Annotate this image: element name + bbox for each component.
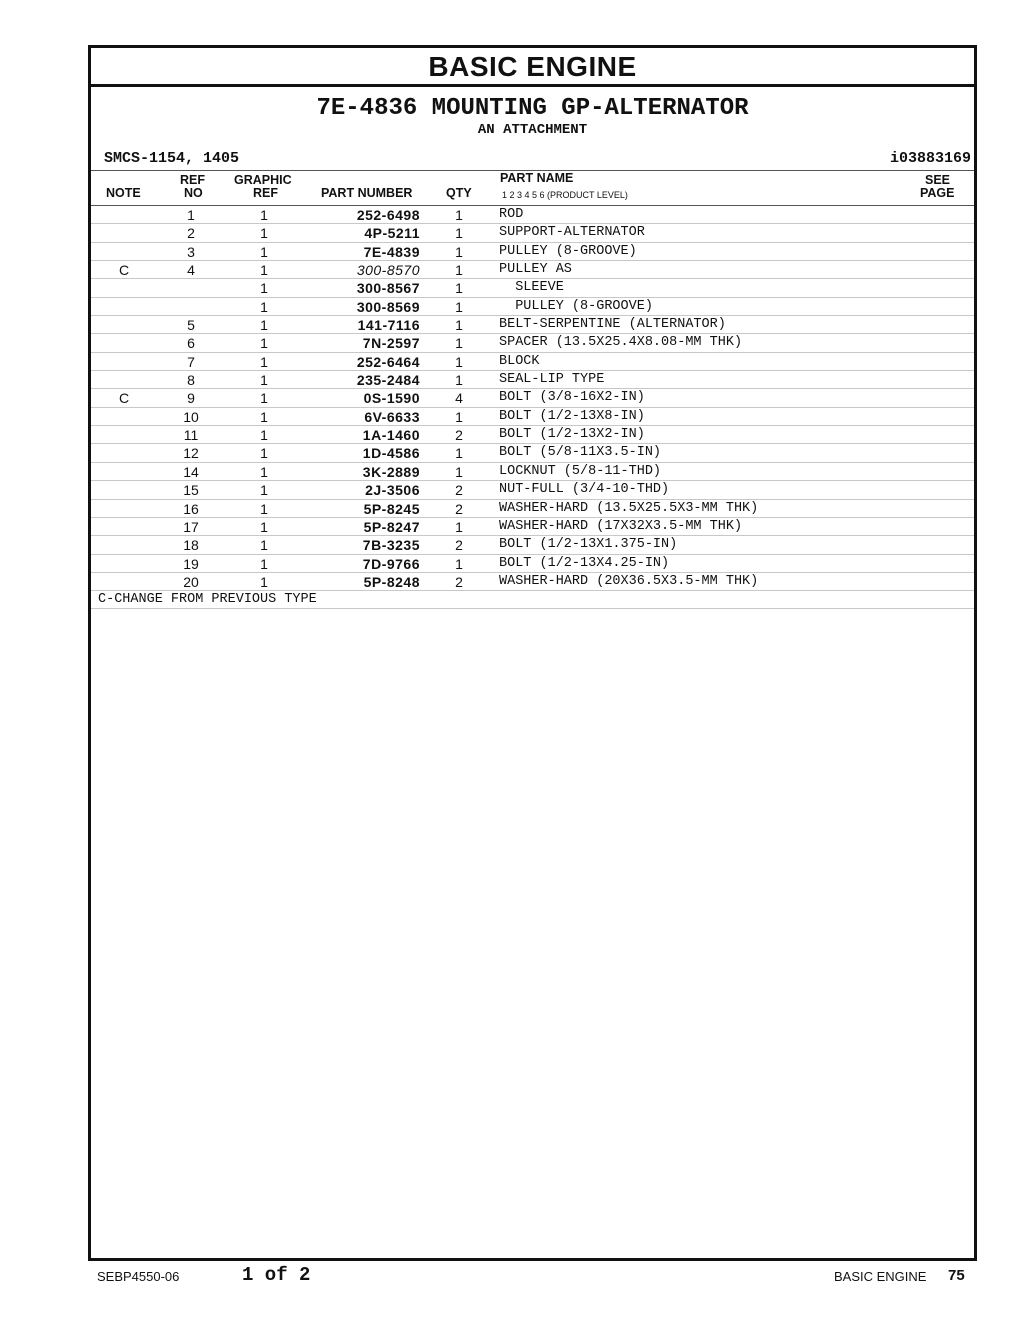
ref-no-cell: 9 <box>187 390 195 407</box>
group-title: 7E-4836 MOUNTING GP-ALTERNATOR <box>316 95 749 122</box>
qty-cell: 1 <box>455 298 463 315</box>
section-title: BASIC ENGINE <box>91 48 974 87</box>
graphic-ref-cell: 1 <box>260 518 268 535</box>
qty-cell: 2 <box>455 500 463 517</box>
part-name-cell: LOCKNUT (5/8-11-THD) <box>499 463 662 479</box>
part-number-cell: 5P-8245 <box>363 500 420 517</box>
graphic-ref-cell: 1 <box>260 482 268 499</box>
part-number-cell: 300-8569 <box>356 298 420 315</box>
part-name-cell: BELT-SERPENTINE (ALTERNATOR) <box>499 317 726 333</box>
graphic-ref-cell: 1 <box>260 500 268 517</box>
table-row <box>91 426 974 444</box>
part-name-cell: NUT-FULL (3/4-10-THD) <box>499 482 670 498</box>
table-row <box>91 518 974 536</box>
footer-section: BASIC ENGINE <box>834 1269 927 1284</box>
footer-doc-id: SEBP4550-06 <box>97 1269 180 1284</box>
qty-cell: 2 <box>455 427 463 444</box>
table-row <box>91 481 974 499</box>
part-number-cell: 2J-3506 <box>365 482 420 499</box>
graphic-ref-cell: 1 <box>260 390 268 407</box>
table-row <box>91 243 974 261</box>
ref-no-cell: 5 <box>187 317 195 334</box>
part-name-cell: BOLT (1/2-13X1.375-IN) <box>499 537 678 553</box>
table-row <box>91 408 974 426</box>
table-row <box>91 536 974 554</box>
graphic-ref-cell: 1 <box>260 207 268 223</box>
ref-no-cell: 19 <box>183 555 199 572</box>
graphic-ref-cell: 1 <box>260 372 268 389</box>
part-number-cell: 6V-6633 <box>364 408 420 425</box>
header-ref-bottom: NO <box>184 186 203 200</box>
table-header <box>91 170 974 206</box>
part-name-cell: BOLT (1/2-13X2-IN) <box>499 427 645 443</box>
qty-cell: 1 <box>455 445 463 462</box>
illustration-id: i03883169 <box>889 150 971 167</box>
part-number-cell: 4P-5211 <box>364 225 420 242</box>
table-row <box>91 298 974 316</box>
qty-cell: 4 <box>455 390 463 407</box>
part-name-cell: BOLT (5/8-11X3.5-IN) <box>499 445 662 461</box>
footnote: C-CHANGE FROM PREVIOUS TYPE <box>91 591 974 609</box>
header-qty: QTY <box>446 186 472 200</box>
ref-no-cell: 7 <box>187 353 195 370</box>
header-see-top: SEE <box>925 173 951 187</box>
part-name-cell: PULLEY AS <box>499 262 572 278</box>
table-row <box>91 334 974 352</box>
ref-no-cell: 8 <box>187 372 195 389</box>
qty-cell: 1 <box>455 280 463 297</box>
part-name-cell: WASHER-HARD (13.5X25.5X3-MM THK) <box>499 500 759 516</box>
graphic-ref-cell: 1 <box>260 537 268 554</box>
part-name-cell: BOLT (1/2-13X8-IN) <box>499 408 645 424</box>
part-name-cell: BOLT (1/2-13X4.25-IN) <box>499 555 670 571</box>
graphic-ref-cell: 1 <box>260 243 268 260</box>
header-product-level: 1 2 3 4 5 6 (PRODUCT LEVEL) <box>502 190 628 200</box>
part-name-cell: WASHER-HARD (17X32X3.5-MM THK) <box>499 518 743 534</box>
qty-cell: 1 <box>455 408 463 425</box>
group-subtitle: AN ATTACHMENT <box>477 122 588 138</box>
ref-no-cell: 1 <box>187 207 195 223</box>
qty-cell: 2 <box>455 573 463 590</box>
graphic-ref-cell: 1 <box>260 408 268 425</box>
ref-no-cell: 18 <box>183 537 199 554</box>
table-row <box>91 353 974 371</box>
header-note: NOTE <box>106 186 141 200</box>
part-number-cell: 7B-3235 <box>362 537 420 554</box>
part-name-cell: WASHER-HARD (20X36.5X3.5-MM THK) <box>499 573 759 589</box>
qty-cell: 1 <box>455 555 463 572</box>
part-number-cell: 252-6498 <box>356 207 420 223</box>
ref-no-cell: 10 <box>183 408 199 425</box>
table-row <box>91 206 974 224</box>
part-number-cell: 0S-1590 <box>363 390 420 407</box>
ref-no-cell: 2 <box>187 225 195 242</box>
ref-no-cell: 14 <box>183 463 199 480</box>
table-row <box>91 463 974 481</box>
parts-table-body <box>91 206 974 591</box>
header-part-name: PART NAME <box>500 171 574 185</box>
header-see-bottom: PAGE <box>920 186 955 200</box>
graphic-ref-cell: 1 <box>260 353 268 370</box>
page-footer <box>0 1264 1020 1288</box>
graphic-ref-cell: 1 <box>260 225 268 242</box>
ref-no-cell: 11 <box>183 427 199 444</box>
table-row <box>91 555 974 573</box>
part-number-cell: 3K-2889 <box>362 463 420 480</box>
header-graphic-bottom: REF <box>253 186 278 200</box>
smcs-row <box>91 148 974 170</box>
qty-cell: 2 <box>455 482 463 499</box>
part-number-cell: 5P-8248 <box>363 573 420 590</box>
qty-cell: 1 <box>455 372 463 389</box>
header-part-number: PART NUMBER <box>321 186 413 200</box>
graphic-ref-cell: 1 <box>260 445 268 462</box>
ref-no-cell: 20 <box>183 573 199 590</box>
qty-cell: 1 <box>455 463 463 480</box>
part-name-cell: BLOCK <box>499 353 540 369</box>
part-number-cell: 300-8570 <box>356 262 420 279</box>
table-row <box>91 316 974 334</box>
table-row <box>91 444 974 462</box>
table-row <box>91 371 974 389</box>
footer-page-number: 75 <box>948 1267 965 1284</box>
part-number-cell: 5P-8247 <box>363 518 420 535</box>
table-row <box>91 389 974 407</box>
smcs-code: SMCS-1154, 1405 <box>104 150 240 167</box>
graphic-ref-cell: 1 <box>260 298 268 315</box>
part-name-cell: SEAL-LIP TYPE <box>499 372 605 388</box>
ref-no-cell: 12 <box>183 445 199 462</box>
graphic-ref-cell: 1 <box>260 463 268 480</box>
qty-cell: 1 <box>455 262 463 279</box>
graphic-ref-cell: 1 <box>260 280 268 297</box>
part-number-cell: 1A-1460 <box>362 427 420 444</box>
note-cell: C <box>118 390 130 407</box>
part-number-cell: 141-7116 <box>357 317 420 334</box>
part-name-cell: PULLEY (8-GROOVE) <box>499 243 637 259</box>
qty-cell: 1 <box>455 207 463 223</box>
ref-no-cell: 16 <box>183 500 199 517</box>
qty-cell: 1 <box>455 317 463 334</box>
table-row <box>91 261 974 279</box>
part-name-cell: SPACER (13.5X25.4X8.08-MM THK) <box>499 335 743 351</box>
part-number-cell: 7N-2597 <box>362 335 420 352</box>
header-graphic-top: GRAPHIC <box>234 173 292 187</box>
header-ref-top: REF <box>180 173 205 187</box>
ref-no-cell: 3 <box>187 243 195 260</box>
part-name-cell: SLEEVE <box>499 280 564 296</box>
table-row <box>91 279 974 297</box>
graphic-ref-cell: 1 <box>260 427 268 444</box>
part-number-cell: 300-8567 <box>356 280 420 297</box>
qty-cell: 1 <box>455 353 463 370</box>
note-cell: C <box>118 262 130 279</box>
table-row <box>91 224 974 242</box>
table-row <box>91 573 974 591</box>
footer-page-of: 1 of 2 <box>242 1264 311 1286</box>
part-name-cell: PULLEY (8-GROOVE) <box>499 298 653 314</box>
graphic-ref-cell: 1 <box>260 317 268 334</box>
ref-no-cell: 4 <box>187 262 195 279</box>
part-number-cell: 252-6464 <box>356 353 420 370</box>
graphic-ref-cell: 1 <box>260 335 268 352</box>
ref-no-cell: 17 <box>183 518 199 535</box>
part-number-cell: 1D-4586 <box>362 445 420 462</box>
part-number-cell: 7D-9766 <box>362 555 420 572</box>
qty-cell: 1 <box>455 335 463 352</box>
graphic-ref-cell: 1 <box>260 555 268 572</box>
part-name-cell: ROD <box>499 207 524 222</box>
part-name-cell: SUPPORT-ALTERNATOR <box>499 225 645 241</box>
qty-cell: 2 <box>455 537 463 554</box>
parts-page-frame <box>88 45 977 1261</box>
ref-no-cell: 6 <box>187 335 195 352</box>
graphic-ref-cell: 1 <box>260 573 268 590</box>
qty-cell: 1 <box>455 225 463 242</box>
qty-cell: 1 <box>455 243 463 260</box>
qty-cell: 1 <box>455 518 463 535</box>
ref-no-cell: 15 <box>183 482 199 499</box>
graphic-ref-cell: 1 <box>260 262 268 279</box>
part-name-cell: BOLT (3/8-16X2-IN) <box>499 390 645 406</box>
part-number-cell: 235-2484 <box>356 372 420 389</box>
table-row <box>91 500 974 518</box>
part-number-cell: 7E-4839 <box>363 243 420 260</box>
